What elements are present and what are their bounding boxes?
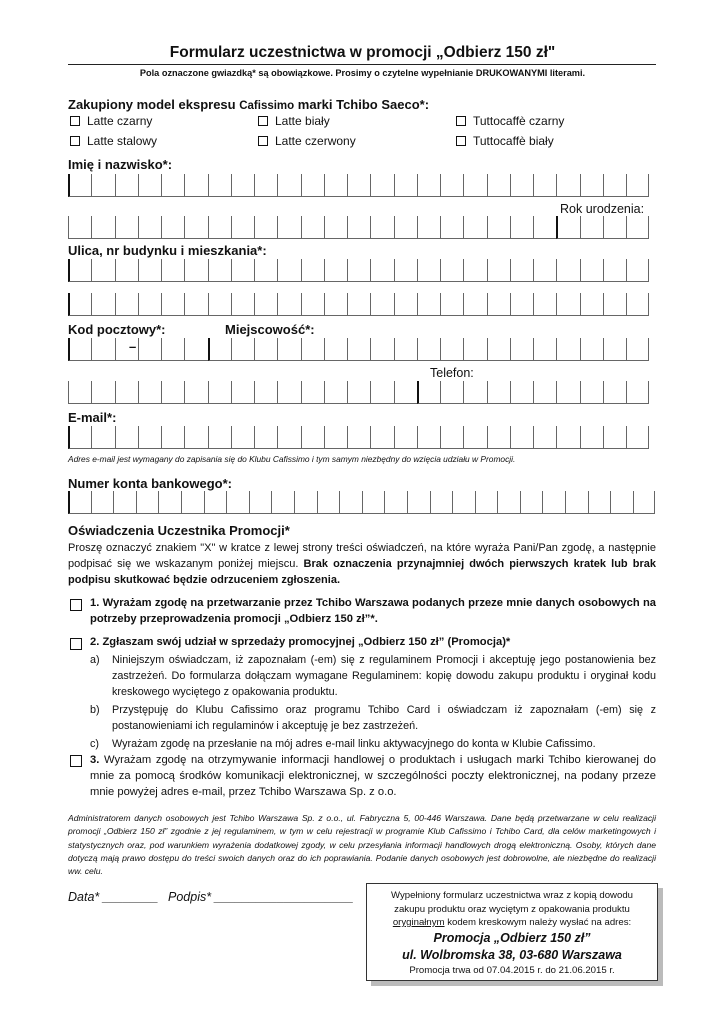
letter-cell[interactable] <box>542 491 565 514</box>
option-tuttocaffe-czarny[interactable] <box>456 114 564 128</box>
letter-cell[interactable] <box>626 174 649 197</box>
letter-cell[interactable] <box>407 491 430 514</box>
letter-cell[interactable] <box>394 426 417 449</box>
email-row[interactable] <box>68 426 649 449</box>
checkbox[interactable] <box>258 136 268 146</box>
consent-3-text <box>90 752 656 800</box>
letter-cell[interactable] <box>463 426 486 449</box>
letter-cell[interactable] <box>370 381 393 404</box>
letter-cell[interactable] <box>556 338 579 361</box>
letter-cell[interactable] <box>115 426 138 449</box>
letter-cell[interactable] <box>394 174 417 197</box>
letter-cell[interactable] <box>440 293 463 316</box>
signature-field[interactable]: Podpis* ____________________ <box>168 890 354 904</box>
letter-cell[interactable] <box>231 259 254 282</box>
letter-cell[interactable] <box>463 338 486 361</box>
letter-cell[interactable] <box>384 491 407 514</box>
model-label-c: marki Tchibo Saeco*: <box>294 97 430 112</box>
option-latte-bialy[interactable] <box>258 114 330 128</box>
letter-cell[interactable] <box>533 293 556 316</box>
letter-cell[interactable] <box>487 216 510 239</box>
letter-cell[interactable] <box>510 293 533 316</box>
letter-cell[interactable] <box>556 381 579 404</box>
bank-label: Numer konta bankowego*: <box>68 476 232 491</box>
consent-1-text: 1. Wyrażam zgodę na przetwarzanie przez Tchibo Warszawa podanych przeze mnie danych osobowych na potrzeby przeprowadzenia promocji „Odbierz 150 zł”*. <box>90 597 656 625</box>
letter-cell[interactable] <box>370 259 393 282</box>
letter-cell[interactable] <box>339 491 362 514</box>
letter-cell[interactable] <box>603 259 626 282</box>
letter-cell[interactable] <box>231 293 254 316</box>
letter-cell[interactable] <box>254 338 277 361</box>
form-subtitle: Pola oznaczone gwiazdką* są obowiązkowe. Prosimy o czytelne wypełnianie DRUKOWANYMI literami. <box>139 68 586 78</box>
letter-cell[interactable] <box>184 426 207 449</box>
letter-cell[interactable] <box>440 426 463 449</box>
letter-cell[interactable] <box>510 259 533 282</box>
letter-cell[interactable] <box>626 293 649 316</box>
letter-cell[interactable] <box>184 338 207 361</box>
letter-cell[interactable] <box>347 293 370 316</box>
letter-cell[interactable] <box>463 381 486 404</box>
checkbox[interactable] <box>70 638 82 650</box>
letter-cell[interactable] <box>271 491 294 514</box>
letter-cell[interactable] <box>208 381 231 404</box>
letter-cell[interactable] <box>91 491 114 514</box>
promo-period: Promocja trwa od 07.04.2015 r. do 21.06.2015 r. <box>409 964 615 976</box>
letter-cell[interactable] <box>301 259 324 282</box>
letter-cell[interactable] <box>463 293 486 316</box>
letter-cell[interactable] <box>556 216 579 239</box>
sub-a <box>90 652 656 700</box>
letter-cell[interactable] <box>603 426 626 449</box>
street-row-1[interactable] <box>68 259 649 282</box>
letter-cell[interactable] <box>115 293 138 316</box>
letter-cell[interactable] <box>533 174 556 197</box>
title-divider <box>68 64 656 65</box>
letter-cell[interactable] <box>510 216 533 239</box>
letter-cell[interactable] <box>362 491 385 514</box>
letter-cell[interactable] <box>184 293 207 316</box>
letter-cell[interactable] <box>204 491 227 514</box>
letter-cell[interactable] <box>68 426 91 449</box>
consent-3-body: Wyrażam zgodę na otrzymywanie informacji handlowej o produktach i usługach marki Tchibo kierowanej do mnie za pomocą środków komunikacji elektronicznej, w szczególności poczty elektronicznej, na podany przeze mnie powyżej adres e-mail, przez Tchibo Warszawa Sp. z o.o. <box>90 754 656 798</box>
letter-cell[interactable] <box>556 174 579 197</box>
letter-cell[interactable] <box>68 216 91 239</box>
letter-cell[interactable] <box>115 216 138 239</box>
letter-cell[interactable] <box>277 174 300 197</box>
letter-cell[interactable] <box>226 491 249 514</box>
letter-cell[interactable] <box>588 491 611 514</box>
letter-cell[interactable] <box>556 259 579 282</box>
letter-cell[interactable] <box>184 216 207 239</box>
consent-2-sublist <box>90 652 656 752</box>
letter-cell[interactable] <box>68 491 91 514</box>
name-row-1[interactable] <box>68 174 649 197</box>
letter-cell[interactable] <box>580 338 603 361</box>
letter-cell[interactable] <box>91 293 114 316</box>
letter-cell[interactable] <box>317 491 340 514</box>
declarations-intro <box>68 540 656 588</box>
name-label: Imię i nazwisko*: <box>68 157 173 172</box>
letter-cell[interactable] <box>138 293 161 316</box>
letter-cell[interactable] <box>417 216 440 239</box>
letter-cell[interactable] <box>91 259 114 282</box>
letter-cell[interactable] <box>161 381 184 404</box>
letter-cell[interactable] <box>580 381 603 404</box>
letter-cell[interactable] <box>556 293 579 316</box>
letter-cell[interactable] <box>231 426 254 449</box>
letter-cell[interactable] <box>510 338 533 361</box>
letter-cell[interactable] <box>161 426 184 449</box>
letter-cell[interactable] <box>324 426 347 449</box>
letter-cell[interactable] <box>370 338 393 361</box>
email-label: E-mail*: <box>68 410 117 425</box>
letter-cell[interactable] <box>417 174 440 197</box>
letter-cell[interactable] <box>417 338 440 361</box>
letter-cell[interactable] <box>136 491 159 514</box>
letter-cell[interactable] <box>231 338 254 361</box>
option-tuttocaffe-bialy[interactable] <box>456 134 554 148</box>
letter-cell[interactable] <box>158 491 181 514</box>
letter-cell[interactable] <box>254 381 277 404</box>
letter-cell[interactable] <box>161 338 184 361</box>
option-label: Latte stalowy <box>87 134 158 148</box>
letter-cell[interactable] <box>208 216 231 239</box>
letter-cell[interactable] <box>394 293 417 316</box>
letter-cell[interactable] <box>324 259 347 282</box>
letter-cell[interactable] <box>208 426 231 449</box>
consent-3-checkbox[interactable] <box>70 754 82 772</box>
letter-cell[interactable] <box>440 216 463 239</box>
letter-cell[interactable] <box>181 491 204 514</box>
letter-cell[interactable] <box>440 381 463 404</box>
letter-cell[interactable] <box>324 216 347 239</box>
letter-cell[interactable] <box>184 259 207 282</box>
letter-cell[interactable] <box>520 491 543 514</box>
checkbox[interactable] <box>70 599 82 611</box>
letter-cell[interactable] <box>497 491 520 514</box>
letter-cell[interactable] <box>254 426 277 449</box>
letter-cell[interactable] <box>231 216 254 239</box>
letter-cell[interactable] <box>633 491 656 514</box>
letter-cell[interactable] <box>610 491 633 514</box>
postcode-label: Kod pocztowy*: <box>68 322 166 337</box>
letter-cell[interactable] <box>115 174 138 197</box>
letter-cell[interactable] <box>510 426 533 449</box>
letter-cell[interactable] <box>487 293 510 316</box>
letter-cell[interactable] <box>138 216 161 239</box>
letter-cell[interactable] <box>277 293 300 316</box>
letter-cell[interactable] <box>580 216 603 239</box>
letter-cell[interactable] <box>533 381 556 404</box>
sub-text: Wyrażam zgodę na przesłanie na mój adres e-mail linku aktywacyjnego do konta w Klubie Cafissimo. <box>112 738 596 750</box>
letter-cell[interactable] <box>115 259 138 282</box>
consent-1-checkbox[interactable] <box>70 598 82 616</box>
letter-cell[interactable] <box>626 259 649 282</box>
letter-cell[interactable] <box>91 174 114 197</box>
letter-cell[interactable] <box>68 293 91 316</box>
letter-cell[interactable] <box>324 174 347 197</box>
letter-cell[interactable] <box>68 259 91 282</box>
letter-cell[interactable] <box>603 216 626 239</box>
letter-cell[interactable] <box>533 216 556 239</box>
checkbox[interactable] <box>70 136 80 146</box>
letter-cell[interactable] <box>324 338 347 361</box>
letter-cell[interactable] <box>138 338 161 361</box>
consent-2-text: 2. Zgłaszam swój udział w sprzedaży promocyjnej „Odbierz 150 zł” (Promocja)* <box>90 636 511 648</box>
letter-cell[interactable] <box>626 381 649 404</box>
form-title: Formularz uczestnictwa w promocji „Odbierz 150 zł" <box>169 44 556 61</box>
letter-cell[interactable] <box>556 426 579 449</box>
letter-cell[interactable] <box>626 338 649 361</box>
postcode-city-row[interactable] <box>68 338 649 361</box>
letter-cell[interactable] <box>231 174 254 197</box>
letter-cell[interactable] <box>324 381 347 404</box>
letter-cell[interactable] <box>487 426 510 449</box>
letter-cell[interactable] <box>510 381 533 404</box>
postcode-dash: – <box>129 339 137 354</box>
option-latte-stalowy[interactable] <box>70 134 157 148</box>
letter-cell[interactable] <box>115 381 138 404</box>
checkbox[interactable] <box>456 136 466 146</box>
sub-b <box>90 702 656 734</box>
letter-cell[interactable] <box>68 338 91 361</box>
letter-cell[interactable] <box>184 381 207 404</box>
intro-bold-text: Brak oznaczenia przynajmniej dwóch pierwszych kratek lub brak podpisu skutkować będzie odrzuceniem zgłoszenia. <box>68 558 656 586</box>
letter-cell[interactable] <box>301 216 324 239</box>
letter-cell[interactable] <box>301 174 324 197</box>
shipping-info-box <box>366 883 658 981</box>
declarations-heading: Oświadczenia Uczestnika Promocji* <box>68 523 290 538</box>
letter-cell[interactable] <box>440 338 463 361</box>
letter-cell[interactable] <box>626 426 649 449</box>
shipping-line-1: Wypełniony formularz uczestnictwa wraz z kopią dowodu <box>391 890 633 901</box>
letter-cell[interactable] <box>294 491 317 514</box>
letter-cell[interactable] <box>161 293 184 316</box>
letter-cell[interactable] <box>347 381 370 404</box>
checkbox[interactable] <box>258 116 268 126</box>
letter-cell[interactable] <box>417 381 440 404</box>
letter-cell[interactable] <box>487 381 510 404</box>
letter-cell[interactable] <box>231 381 254 404</box>
letter-cell[interactable] <box>301 338 324 361</box>
consent-2-checkbox[interactable] <box>70 637 82 655</box>
letter-cell[interactable] <box>301 293 324 316</box>
letter-cell[interactable] <box>208 293 231 316</box>
letter-cell[interactable] <box>324 293 347 316</box>
letter-cell[interactable] <box>277 259 300 282</box>
letter-cell[interactable] <box>254 293 277 316</box>
letter-cell[interactable] <box>533 426 556 449</box>
letter-cell[interactable] <box>452 491 475 514</box>
data-admin-note: Administratorem danych osobowych jest Tchibo Warszawa Sp. z o.o., ul. Fabryczna 5, 00-446 Warszawa. Dane będą przetwarzane w celu realizacji promocji „Odbierz 150 zł” zgodnie z jej regulaminem, w tym w celu rejestracji w programie Klub Cafissimo i Tchibo Card, dla celów marketingowych i statystycznych oraz, pod warunkiem wyrażenia dodatkowej zgody, w celu przesyłania informacji handlowych drogą elektroniczną. Osoby, których dane dotyczą mają prawo dostępu do treści swoich danych oraz do ich poprawiania. Podanie danych osobowych jest dobrowolne, ale niezbędne do realizacji ww. celu. <box>68 813 656 877</box>
letter-cell[interactable] <box>138 259 161 282</box>
letter-cell[interactable] <box>347 338 370 361</box>
letter-cell[interactable] <box>440 259 463 282</box>
consent-3-number: 3. <box>90 754 100 766</box>
shipping-line-3 <box>367 916 657 930</box>
letter-cell[interactable] <box>68 381 91 404</box>
letter-cell[interactable] <box>603 381 626 404</box>
option-latte-czerwony[interactable] <box>258 134 356 148</box>
letter-cell[interactable] <box>370 426 393 449</box>
letter-cell[interactable] <box>510 174 533 197</box>
letter-cell[interactable] <box>370 216 393 239</box>
sub-c <box>90 736 656 752</box>
letter-cell[interactable] <box>417 426 440 449</box>
letter-cell[interactable] <box>277 216 300 239</box>
bank-row[interactable] <box>68 491 655 514</box>
shipping-line-3-rest: kodem kreskowym należy wysłać na adres: <box>444 917 632 928</box>
shipping-underlined: oryginałnym <box>392 917 445 928</box>
letter-cell[interactable] <box>463 259 486 282</box>
letter-cell[interactable] <box>463 174 486 197</box>
sub-mark: c) <box>90 738 99 750</box>
date-field[interactable]: Data* ________ <box>68 890 159 904</box>
letter-cell[interactable] <box>301 426 324 449</box>
letter-cell[interactable] <box>91 338 114 361</box>
sub-text: Przystępuję do Klubu Cafissimo oraz programu Tchibo Card i oświadczam iż zapoznałam (-em) się z postanowieniami ich regulaminów i akceptuję je bez zastrzeżeń. <box>112 704 656 732</box>
city-phone-row[interactable] <box>68 381 649 404</box>
intro-text: Proszę oznaczyć znakiem "X" w kratce z lewej strony treści oświadczeń, na które wyraża Pani/Pan zgodę, a następnie podpisać się we wskazanym poniżej miejscu. <box>68 542 656 570</box>
letter-cell[interactable] <box>301 381 324 404</box>
shipping-promo-name: Promocja „Odbierz 150 zł” <box>433 930 591 945</box>
letter-cell[interactable] <box>347 216 370 239</box>
letter-cell[interactable] <box>394 259 417 282</box>
option-label: Latte czarny <box>87 114 153 128</box>
letter-cell[interactable] <box>254 259 277 282</box>
letter-cell[interactable] <box>370 293 393 316</box>
letter-cell[interactable] <box>184 174 207 197</box>
sub-mark: a) <box>90 654 100 666</box>
letter-cell[interactable] <box>208 259 231 282</box>
letter-cell[interactable] <box>580 426 603 449</box>
letter-cell[interactable] <box>603 338 626 361</box>
letter-cell[interactable] <box>475 491 498 514</box>
option-label: Latte biały <box>275 114 330 128</box>
checkbox[interactable] <box>70 755 82 767</box>
letter-cell[interactable] <box>249 491 272 514</box>
letter-cell[interactable] <box>347 174 370 197</box>
letter-cell[interactable] <box>580 174 603 197</box>
model-label-a: Zakupiony model ekspresu <box>68 97 240 112</box>
sub-mark: b) <box>90 704 100 716</box>
option-label: Tuttocaffè czarny <box>473 114 565 128</box>
street-label: Ulica, nr budynku i mieszkania*: <box>68 243 267 258</box>
letter-cell[interactable] <box>370 174 393 197</box>
letter-cell[interactable] <box>208 338 231 361</box>
phone-label: Telefon: <box>430 366 474 380</box>
letter-cell[interactable] <box>463 216 486 239</box>
model-label <box>68 97 429 112</box>
letter-cell[interactable] <box>565 491 588 514</box>
letter-cell[interactable] <box>580 293 603 316</box>
model-label-brand: Cafissimo <box>239 100 295 112</box>
letter-cell[interactable] <box>91 426 114 449</box>
checkbox[interactable] <box>456 116 466 126</box>
letter-cell[interactable] <box>208 174 231 197</box>
letter-cell[interactable] <box>68 174 91 197</box>
sub-text: Niniejszym oświadczam, iż zapoznałam (-em) się z regulaminem Promocji i akceptuję jego postanowienia bez zastrzeżeń. Do formularza dołączam wymagane Regulaminem: kopię dowodu zakupu produktu i oryginał kodu kreskowego wyciętego z opakowania produktu. <box>112 654 656 698</box>
option-label: Tuttocaffè biały <box>473 134 554 148</box>
street-row-2[interactable] <box>68 293 649 316</box>
letter-cell[interactable] <box>161 259 184 282</box>
letter-cell[interactable] <box>626 216 649 239</box>
name-row-2-birth-year[interactable] <box>68 216 649 239</box>
birth-year-label: Rok urodzenia: <box>560 202 645 216</box>
email-note: Adres e-mail jest wymagany do zapisania się do Klubu Cafissimo i tym samym niezbędny do wzięcia udziału w Promocji. <box>68 454 516 464</box>
letter-cell[interactable] <box>91 216 114 239</box>
letter-cell[interactable] <box>254 216 277 239</box>
city-label: Miejscowość*: <box>225 322 315 337</box>
letter-cell[interactable] <box>394 338 417 361</box>
letter-cell[interactable] <box>417 259 440 282</box>
letter-cell[interactable] <box>113 491 136 514</box>
letter-cell[interactable] <box>533 259 556 282</box>
letter-cell[interactable] <box>533 338 556 361</box>
letter-cell[interactable] <box>161 216 184 239</box>
letter-cell[interactable] <box>277 426 300 449</box>
letter-cell[interactable] <box>487 259 510 282</box>
letter-cell[interactable] <box>430 491 453 514</box>
letter-cell[interactable] <box>138 381 161 404</box>
shipping-address: ul. Wolbromska 38, 03-680 Warszawa <box>402 947 622 962</box>
letter-cell[interactable] <box>394 381 417 404</box>
letter-cell[interactable] <box>347 426 370 449</box>
letter-cell[interactable] <box>254 174 277 197</box>
option-label: Latte czerwony <box>275 134 356 148</box>
letter-cell[interactable] <box>440 174 463 197</box>
letter-cell[interactable] <box>91 381 114 404</box>
letter-cell[interactable] <box>580 259 603 282</box>
letter-cell[interactable] <box>277 381 300 404</box>
letter-cell[interactable] <box>394 216 417 239</box>
letter-cell[interactable] <box>603 293 626 316</box>
letter-cell[interactable] <box>487 338 510 361</box>
letter-cell[interactable] <box>603 174 626 197</box>
letter-cell[interactable] <box>138 426 161 449</box>
option-latte-czarny[interactable] <box>70 114 152 128</box>
shipping-line-2: zakupu produktu oraz wyciętym z opakowania produktu <box>394 903 630 915</box>
checkbox[interactable] <box>70 116 80 126</box>
letter-cell[interactable] <box>138 174 161 197</box>
letter-cell[interactable] <box>347 259 370 282</box>
letter-cell[interactable] <box>487 174 510 197</box>
letter-cell[interactable] <box>417 293 440 316</box>
letter-cell[interactable] <box>161 174 184 197</box>
letter-cell[interactable] <box>277 338 300 361</box>
